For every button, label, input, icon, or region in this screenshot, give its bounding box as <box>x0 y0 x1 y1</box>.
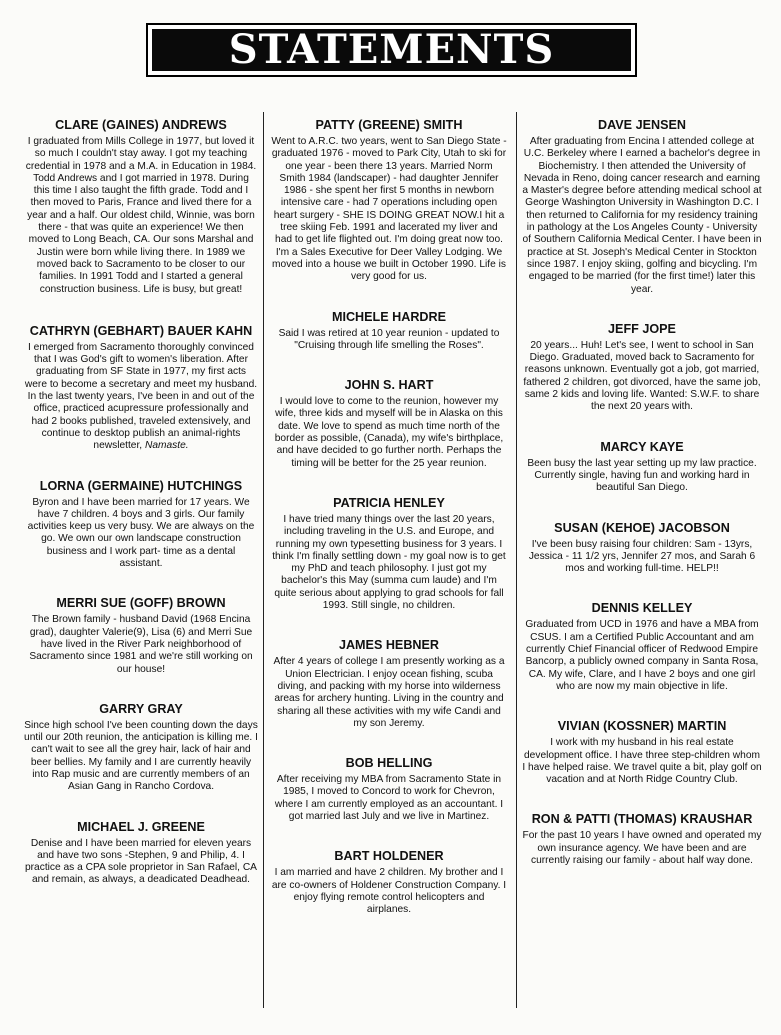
statement-entry <box>271 496 507 612</box>
entry-name: RON & PATTI (THOMAS) KRAUSHAR <box>531 812 753 827</box>
entry-text: After 4 years of college I am presently working as a Union Electrician. I enjoy ocean fishing, scuba diving, and packing with my horse into wilderness areas for archery hunting. Living in the country and sharing all these activities with my wife Candi and my son Jeremy. <box>273 656 505 729</box>
statement-entry <box>24 820 258 887</box>
entry-name: JAMES HEBNER <box>338 638 440 653</box>
column-middle <box>271 116 507 1016</box>
entry-name: DAVE JENSEN <box>598 118 686 132</box>
entry-name: DENNIS KELLEY <box>591 601 693 616</box>
entry-text: I work with my husband in his real estate development office. I have three step-children whom I have helped raise. We travel quite a bit, play golf on vacation and at North Ridge Country Club. <box>522 737 762 786</box>
entry-name: CLARE (GAINES) ANDREWS <box>55 118 227 132</box>
title-banner <box>146 23 637 77</box>
entry-text: I am married and have 2 children. My brother and I are co-owners of Holdener Construction Company. I enjoy flying remote control helicopters and airplanes. <box>271 867 507 916</box>
entry-name: BOB HELLING <box>345 756 433 771</box>
entry-name: PATRICIA HENLEY <box>333 495 445 510</box>
entry-text: I would love to come to the reunion, however my wife, three kids and myself will be in Alaska on this date. We love to spend as much time north of the border as possible, (Canada), my wife's birthplace, and have decided to go further north. Perhaps the timing will be better for the 25 year reunion. <box>274 396 504 469</box>
entry-name: CATHRYN (GEBHART) BAUER KAHN <box>29 323 253 338</box>
entry-text: Been busy the last year setting up my law practice. Currently single, having fun and working hard in beautiful San Diego. <box>527 457 757 494</box>
entry-text: Since high school I've been counting down the days until our 20th reunion, the anticipation is killing me. I can't wait to see all the grey hair, lack of hair and beer bellies. My family and I are currently heavily into Rap music and are currently members of an Asian Gang in Rancho Cordova. <box>24 719 258 793</box>
entry-name: MERRI SUE (GOFF) BROWN <box>56 596 226 611</box>
statement-entry <box>24 596 258 675</box>
statement-entry <box>522 118 762 296</box>
entry-text-italic: Namaste. <box>144 440 189 452</box>
entry-text: I graduated from Mills College in 1977, but loved it so much I couldn't stay away. I got my teaching credential in 1978 and a M.A. in Education in 1984. Todd Andrews and I got married in 1978. During this time I also taught the fifth grade. Todd and I then moved to Paris, France and lived there for a year and a half. Our oldest child, Winnie, was born there - that was quite an experience! We then moved to Long Beach, CA. Our sons Marshal and Justin were born while living there. In 1989 we moved back to Sacramento to be closer to our families. In 1991 Todd and I started a general construction business. Life is busy, but great! <box>25 136 257 295</box>
statement-entry <box>522 322 762 414</box>
entry-text: Graduated from UCD in 1976 and have a MBA from CSUS. I am a Certified Public Accountant and am currently Chief Financial officer of Redwood Empire Bancorp, a publicly owned company in Santa Rosa, CA. My wife, Clare, and I have 2 boys and one girl who are now my main objective in life. <box>525 619 759 692</box>
statement-entry <box>522 812 762 867</box>
statement-entry <box>522 719 762 786</box>
statement-entry <box>24 118 258 296</box>
entry-text: Said I was retired at 10 year reunion - updated to "Cruising through life smelling the Roses". <box>278 327 500 351</box>
statement-entry <box>271 638 507 730</box>
entry-text: 20 years... Huh! Let's see, I went to school in San Diego. Graduated, moved back to Sacramento for reasons unknown. Eventually got a job, got married, fathered 2 children, got divorced, have the same job, same 2 kids and loving life. Wanted: S.W.F. to share the next 20 years with. <box>523 339 761 413</box>
entry-name: JEFF JOPE <box>608 321 676 336</box>
entry-text: Denise and I have been married for eleven years and have two sons -Stephen, 9 and Philip, 4. I practice as a CPA sole proprietor in San Rafael, CA and remain, as always, a deadicated Deadhead. <box>25 837 257 886</box>
statement-entry <box>271 118 507 284</box>
entry-text: I emerged from Sacramento thoroughly convinced that I was God's gift to women's liberation. After graduating from SF State in 1977, my first acts were to become a secretary and meet my husband. In the last twenty years, I've been in and out of the office, practiced acupressure professionally and had 2 books published, traveled extensively, and continue to desktop publish an animal-rights newsletter, <box>24 341 258 452</box>
entry-name: GARRY GRAY <box>99 701 183 716</box>
entry-text: After receiving my MBA from Sacramento State in 1985, I moved to Concord to work for Chevron, where I am currently employed as an accountant. I got married last July and we live in Martinez. <box>274 774 504 822</box>
entry-text: Byron and I have been married for 17 years. We have 7 children. 4 boys and 3 girls. Our family activities keep us very busy. We are always on the go. We own our own landscape construction business and I work part- time as a dental assistant. <box>27 496 255 570</box>
entry-text: After graduating from Encina I attended college at U.C. Berkeley where I earned a bachelor's degree in Biochemistry. I then attended the University of Nevada in Reno, doing cancer research and earning a Master's degree before attending medical school at George Washington University in Washington D.C. I then returned to California for my residency training in pathology at the Los Angeles County - University of Southern California Medical Center. I have been in practice at St. Joseph's Medical Center in Stockton since 1987. I enjoy skiing, golfing and bicycling. I'm engaged to be married (for the first time!) later this year. <box>522 136 762 295</box>
entry-text: Went to A.R.C. two years, went to San Diego State - graduated 1976 - moved to Park City, Utah to ski for one year - been there 13 years. Married Norm Smith 1984 (landscaper) - had daughter Jennifer 1986 - she spent her first 5 months in newborn intensive care - had 7 operations including open heart surgery - SHE IS DOING GREAT NOW.I hit a tree skiing Feb. 1991 and lacerated my liver and had to get life flighted out. I'm doing great now too. I'm a Sales Executive for Deer Valley Lodging. We moved into a house we built in October 1990. Life is very good for us. <box>271 136 507 283</box>
statement-entry <box>271 378 507 470</box>
statement-entry <box>24 702 258 794</box>
entry-text: I've been busy raising four children: Sam - 13yrs, Jessica - 11 1/2 yrs, Jennifer 27 mos, and Sarah 6 mos and working full-time. HELP!! <box>528 538 756 575</box>
statement-entry <box>522 440 762 495</box>
statement-entry <box>271 756 507 823</box>
entry-name: MICHELE HARDRE <box>331 309 447 324</box>
column-divider <box>516 112 517 1008</box>
page-title: STATEMENTS <box>228 26 555 73</box>
entry-name: BART HOLDENER <box>334 849 444 864</box>
statement-entry <box>522 601 762 693</box>
entry-text: The Brown family - husband David (1968 Encina grad), daughter Valerie(9), Lisa (6) and Merri Sue have lived in the River Park neighborhood of Sacramento since 1981 and we're still working on our house! <box>29 614 253 675</box>
entry-name: SUSAN (KEHOE) JACOBSON <box>554 520 730 535</box>
statement-entry <box>271 310 507 353</box>
title-banner-fill <box>152 26 631 73</box>
entry-text: For the past 10 years I have owned and operated my own insurance agency. We have been and are currently raising our family - about half way done. <box>522 830 762 866</box>
entry-text: I have tried many things over the last 20 years, including traveling in the U.S. and Europe, and running my own typesetting business for 3 years. I think I'm finally settling down - my goal now is to get my PhD and teach philosophy. I just got my bachelor's this May (summa cum laude) and I'm quite serious about applying to grad schools for fall 1993. Still single, no children. <box>272 513 506 612</box>
statement-entry <box>24 324 258 453</box>
statement-entry <box>522 521 762 576</box>
column-right <box>522 116 762 1016</box>
entry-name: MICHAEL J. GREENE <box>77 819 205 834</box>
statement-entry <box>271 849 507 916</box>
entry-name: VIVIAN (KOSSNER) MARTIN <box>557 719 727 734</box>
statement-entry <box>24 479 258 571</box>
column-left <box>24 116 258 1016</box>
entry-text-wrap <box>24 342 258 453</box>
entry-name: LORNA (GERMAINE) HUTCHINGS <box>39 478 243 493</box>
column-divider <box>263 112 264 1008</box>
entry-name: PATTY (GREENE) SMITH <box>315 118 463 132</box>
entry-name: MARCY KAYE <box>600 439 684 454</box>
entry-name: JOHN S. HART <box>344 378 434 393</box>
